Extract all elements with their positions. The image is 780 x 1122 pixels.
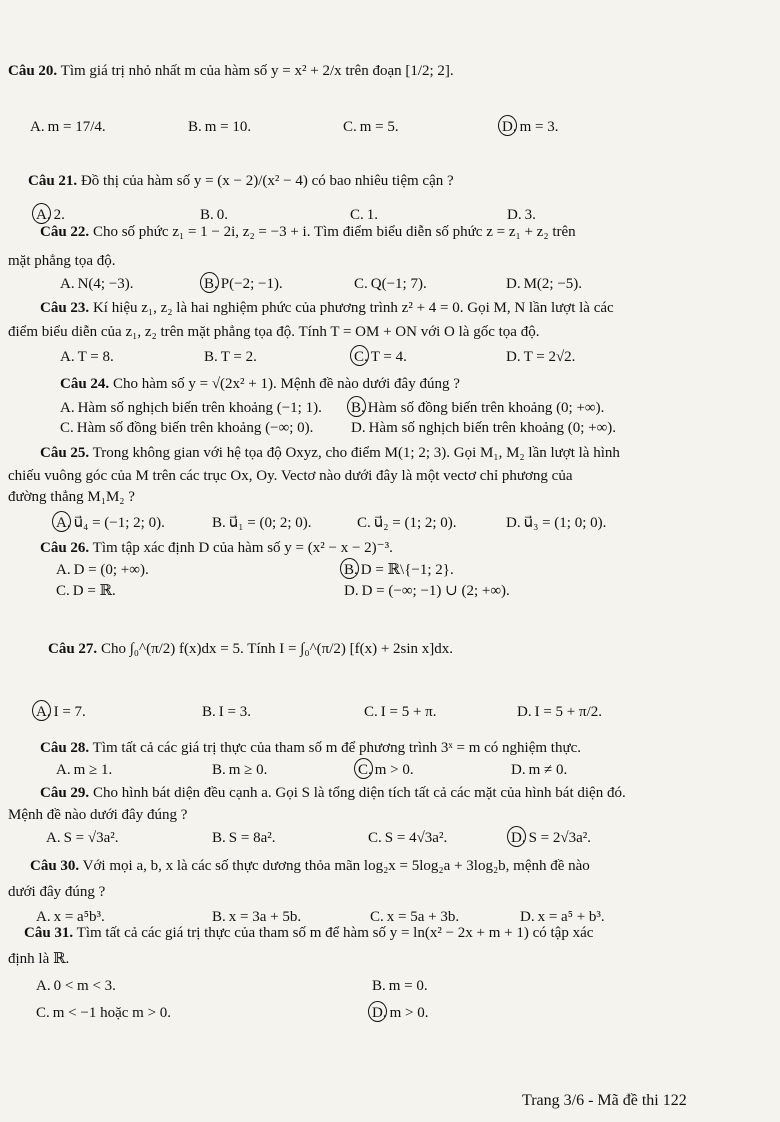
answer-letter: C. bbox=[60, 420, 74, 436]
circled-answer-letter: C. bbox=[358, 762, 372, 778]
answer-letter: A. bbox=[56, 562, 71, 578]
answer-text: m < −1 hoặc m > 0. bbox=[52, 1005, 172, 1021]
answer-option-a[interactable] bbox=[56, 761, 112, 780]
question-stem-line bbox=[8, 323, 539, 342]
question-stem-text: Tìm tất cả các giá trị thực của tham số m để phương trình 3ˣ = m có nghiệm thực. bbox=[92, 740, 581, 756]
answer-letter: C. bbox=[357, 515, 371, 531]
answer-text: m = 5. bbox=[359, 119, 399, 135]
answer-text: M(2; −5). bbox=[523, 276, 583, 292]
question-stem-line bbox=[8, 467, 573, 486]
answer-text: u⃗₃ = (1; 0; 0). bbox=[523, 515, 607, 531]
answer-option-b[interactable] bbox=[212, 761, 267, 780]
answer-option-b[interactable] bbox=[344, 561, 454, 580]
answer-letter: B. bbox=[212, 762, 226, 778]
answer-letter: B. bbox=[202, 704, 216, 720]
answer-letter: C. bbox=[350, 207, 364, 223]
answer-option-c[interactable] bbox=[364, 703, 437, 722]
question-stem-line bbox=[40, 444, 620, 463]
answer-option-a[interactable] bbox=[36, 703, 86, 722]
question-label: Câu 28. bbox=[40, 740, 90, 756]
answer-text: Hàm số đồng biến trên khoảng (0; +∞). bbox=[367, 400, 605, 416]
answer-option-b[interactable] bbox=[204, 275, 283, 294]
answer-letter: B. bbox=[204, 349, 218, 365]
question-label: Câu 26. bbox=[40, 540, 90, 556]
answer-letter: A. bbox=[60, 276, 75, 292]
answer-option-c[interactable] bbox=[56, 582, 116, 601]
answer-text: I = 5 + π. bbox=[380, 704, 437, 720]
answer-text: 0. bbox=[216, 207, 229, 223]
answer-option-b[interactable] bbox=[202, 703, 251, 722]
question-stem-line bbox=[40, 539, 393, 558]
answer-text: 3. bbox=[524, 207, 536, 223]
question-stem-line bbox=[48, 640, 453, 659]
answer-option-d[interactable] bbox=[511, 829, 591, 848]
question-stem-text: Tìm tập xác định D của hàm số y = (x² − x − 2)⁻³. bbox=[92, 540, 393, 556]
circled-answer-letter: C. bbox=[354, 349, 368, 365]
question-label: Câu 24. bbox=[60, 376, 110, 392]
answer-text: 0 < m < 3. bbox=[53, 978, 116, 994]
answer-text: 2. bbox=[53, 207, 65, 223]
answer-option-d[interactable] bbox=[372, 1004, 428, 1023]
question-stem-text: dưới đây đúng ? bbox=[8, 884, 106, 900]
answer-option-d[interactable] bbox=[502, 118, 558, 137]
answer-letter: D. bbox=[511, 762, 526, 778]
answer-text: P(−2; −1). bbox=[220, 276, 283, 292]
answer-text: N(4; −3). bbox=[77, 276, 134, 292]
question-stem-line bbox=[8, 62, 454, 81]
answer-letter: A. bbox=[36, 909, 51, 925]
answer-letter: D. bbox=[344, 583, 359, 599]
question-stem-text: Tìm tất cả các giá trị thực của tham số m để hàm số y = ln(x² − 2x + m + 1) có tập xác bbox=[76, 925, 594, 941]
question-stem-text: Đồ thị của hàm số y = (x − 2)/(x² − 4) có bao nhiêu tiệm cận ? bbox=[80, 173, 454, 189]
answer-text: D = ℝ\{−1; 2}. bbox=[360, 562, 454, 578]
answer-letter: D. bbox=[506, 515, 521, 531]
answer-text: S = 2√3a². bbox=[528, 830, 592, 846]
question-stem-line bbox=[24, 924, 593, 943]
question-stem-line bbox=[8, 950, 69, 969]
answer-letter: D. bbox=[517, 704, 532, 720]
circled-answer-letter: A. bbox=[56, 515, 71, 531]
answer-option-d[interactable] bbox=[517, 703, 602, 722]
answer-text: m ≥ 0. bbox=[228, 762, 268, 778]
answer-text: I = 7. bbox=[53, 704, 86, 720]
question-stem-text: Cho số phức z₁ = 1 − 2i, z₂ = −3 + i. Tìm điểm biểu diễn số phức z = z₁ + z₂ trên bbox=[92, 224, 576, 240]
answer-text: I = 5 + π/2. bbox=[534, 704, 602, 720]
answer-letter: A. bbox=[46, 830, 61, 846]
question-stem-text: Cho ∫₀^(π/2) f(x)dx = 5. Tính I = ∫₀^(π/2) [f(x) + 2sin x]dx. bbox=[100, 641, 454, 657]
answer-option-b[interactable] bbox=[188, 118, 251, 137]
question-label: Câu 31. bbox=[24, 925, 74, 941]
answer-text: m = 10. bbox=[204, 119, 252, 135]
answer-letter: A. bbox=[30, 119, 45, 135]
question-stem-text: chiếu vuông góc của M trên các trục Ox, Oy. Vectơ nào dưới đây là một vectơ chỉ phương của bbox=[8, 468, 573, 484]
question-stem-line bbox=[60, 375, 460, 394]
answer-text: 1. bbox=[366, 207, 379, 223]
question-stem-line bbox=[40, 739, 581, 758]
answer-option-d[interactable] bbox=[506, 348, 575, 367]
answer-option-c[interactable] bbox=[60, 419, 313, 438]
answer-option-d[interactable] bbox=[511, 761, 567, 780]
answer-text: T = 8. bbox=[77, 349, 114, 365]
answer-text: m ≠ 0. bbox=[528, 762, 568, 778]
answer-option-c[interactable] bbox=[354, 348, 407, 367]
answer-letter: B. bbox=[372, 978, 386, 994]
circled-answer-letter: B. bbox=[204, 276, 218, 292]
answer-option-c[interactable] bbox=[343, 118, 399, 137]
answer-option-b[interactable] bbox=[351, 399, 604, 418]
answer-text: Q(−1; 7). bbox=[370, 276, 427, 292]
answer-letter: C. bbox=[56, 583, 70, 599]
question-stem-text: Tìm giá trị nhỏ nhất m của hàm số y = x² + 2/x trên đoạn [1/2; 2]. bbox=[60, 63, 454, 79]
answer-text: S = √3a². bbox=[63, 830, 119, 846]
answer-option-a[interactable] bbox=[56, 561, 149, 580]
question-stem-line bbox=[8, 806, 187, 825]
question-stem-line bbox=[40, 784, 626, 803]
question-stem-line bbox=[40, 299, 614, 318]
question-stem-text: Mệnh đề nào dưới đây đúng ? bbox=[8, 807, 188, 823]
answer-letter: B. bbox=[212, 515, 226, 531]
answer-letter: C. bbox=[354, 276, 368, 292]
answer-option-a[interactable] bbox=[30, 118, 106, 137]
answer-option-c[interactable] bbox=[354, 275, 427, 294]
answer-letter: D. bbox=[520, 909, 535, 925]
question-label: Câu 22. bbox=[40, 224, 90, 240]
question-stem-line bbox=[8, 252, 115, 271]
answer-letter: C. bbox=[370, 909, 384, 925]
answer-option-d[interactable] bbox=[344, 582, 510, 601]
answer-letter: B. bbox=[212, 909, 226, 925]
answer-text: x = 5a + 3b. bbox=[386, 909, 460, 925]
question-stem-line bbox=[28, 172, 454, 191]
answer-text: x = 3a + 5b. bbox=[228, 909, 302, 925]
answer-text: x = a⁵ + b³. bbox=[537, 909, 605, 925]
answer-letter: C. bbox=[36, 1005, 50, 1021]
answer-text: x = a⁵b³. bbox=[53, 909, 105, 925]
question-stem-text: Cho hình bát diện đều cạnh a. Gọi S là tổng diện tích tất cả các mặt của hình bát diện đó. bbox=[92, 785, 626, 801]
answer-letter: B. bbox=[188, 119, 202, 135]
answer-letter: D. bbox=[506, 349, 521, 365]
question-label: Câu 27. bbox=[48, 641, 98, 657]
question-stem-text: điểm biểu diễn của z₁, z₂ trên mặt phẳng tọa độ. Tính T = OM + ON với O là gốc tọa độ. bbox=[8, 324, 540, 340]
answer-option-c[interactable] bbox=[36, 1004, 171, 1023]
answer-option-d[interactable] bbox=[506, 275, 582, 294]
answer-text: Hàm số đồng biến trên khoảng (−∞; 0). bbox=[76, 420, 314, 436]
answer-option-a[interactable] bbox=[60, 399, 322, 418]
answer-text: D = (−∞; −1) ∪ (2; +∞). bbox=[361, 583, 510, 599]
answer-option-b[interactable] bbox=[212, 514, 312, 533]
circled-answer-letter: D. bbox=[511, 830, 526, 846]
answer-option-c[interactable] bbox=[358, 761, 414, 780]
answer-text: T = 4. bbox=[370, 349, 407, 365]
circled-answer-letter: B. bbox=[344, 562, 358, 578]
answer-option-a[interactable] bbox=[60, 275, 134, 294]
answer-letter: A. bbox=[36, 978, 51, 994]
answer-letter: D. bbox=[351, 420, 366, 436]
answer-option-c[interactable] bbox=[357, 514, 457, 533]
question-stem-line bbox=[8, 883, 105, 902]
answer-text: T = 2√2. bbox=[523, 349, 576, 365]
question-stem-text: Kí hiệu z₁, z₂ là hai nghiệm phức của phương trình z² + 4 = 0. Gọi M, N lần lượt là các bbox=[92, 300, 614, 316]
answer-option-b[interactable] bbox=[204, 348, 257, 367]
question-stem-text: mặt phẳng tọa độ. bbox=[8, 253, 116, 269]
answer-text: I = 3. bbox=[218, 704, 251, 720]
answer-text: m > 0. bbox=[389, 1005, 429, 1021]
circled-answer-letter: D. bbox=[372, 1005, 387, 1021]
answer-letter: D. bbox=[506, 276, 521, 292]
answer-text: Hàm số nghịch biến trên khoảng (0; +∞). bbox=[368, 420, 617, 436]
answer-letter: B. bbox=[212, 830, 226, 846]
answer-text: m = 17/4. bbox=[47, 119, 106, 135]
circled-answer-letter: A. bbox=[36, 207, 51, 223]
answer-text: m = 3. bbox=[519, 119, 559, 135]
circled-answer-letter: A. bbox=[36, 704, 51, 720]
answer-option-a[interactable] bbox=[60, 348, 114, 367]
answer-option-b[interactable] bbox=[212, 829, 275, 848]
answer-letter: A. bbox=[56, 762, 71, 778]
answer-letter: B. bbox=[200, 207, 214, 223]
answer-option-a[interactable] bbox=[46, 829, 119, 848]
answer-letter: A. bbox=[60, 400, 75, 416]
question-stem-line bbox=[40, 223, 576, 242]
question-stem-text: Cho hàm số y = √(2x² + 1). Mệnh đề nào dưới đây đúng ? bbox=[112, 376, 460, 392]
answer-text: Hàm số nghịch biến trên khoảng (−1; 1). bbox=[77, 400, 322, 416]
answer-text: u⃗₄ = (−1; 2; 0). bbox=[73, 515, 165, 531]
answer-letter: C. bbox=[364, 704, 378, 720]
question-label: Câu 21. bbox=[28, 173, 78, 189]
answer-letter: A. bbox=[60, 349, 75, 365]
question-label: Câu 23. bbox=[40, 300, 90, 316]
question-label: Câu 25. bbox=[40, 445, 90, 461]
answer-option-c[interactable] bbox=[368, 829, 447, 848]
answer-option-d[interactable] bbox=[351, 419, 616, 438]
answer-text: D = ℝ. bbox=[72, 583, 116, 599]
answer-option-b[interactable] bbox=[372, 977, 428, 996]
answer-text: m > 0. bbox=[374, 762, 414, 778]
answer-option-d[interactable] bbox=[506, 514, 606, 533]
question-stem-text: đường thẳng M₁M₂ ? bbox=[8, 489, 135, 505]
question-stem-text: Với mọi a, b, x là các số thực dương thỏa mãn log₂x = 5log₂a + 3log₂b, mệnh đề nào bbox=[82, 858, 590, 874]
question-stem-text: định là ℝ. bbox=[8, 951, 70, 967]
answer-text: S = 4√3a². bbox=[384, 830, 448, 846]
answer-option-a[interactable] bbox=[56, 514, 165, 533]
page-footer: Trang 3/6 - Mã đề thi 122 bbox=[522, 1092, 687, 1109]
answer-text: m ≥ 1. bbox=[73, 762, 113, 778]
answer-text: u⃗₂ = (1; 2; 0). bbox=[373, 515, 457, 531]
answer-text: D = (0; +∞). bbox=[73, 562, 149, 578]
answer-text: u⃗₁ = (0; 2; 0). bbox=[228, 515, 312, 531]
question-stem-line bbox=[8, 488, 135, 507]
answer-text: m = 0. bbox=[388, 978, 428, 994]
answer-option-a[interactable] bbox=[36, 977, 116, 996]
circled-answer-letter: D. bbox=[502, 119, 517, 135]
answer-text: T = 2. bbox=[220, 349, 257, 365]
question-label: Câu 20. bbox=[8, 63, 58, 79]
answer-letter: D. bbox=[507, 207, 522, 223]
question-stem-line bbox=[30, 857, 590, 876]
question-label: Câu 29. bbox=[40, 785, 90, 801]
answer-text: S = 8a². bbox=[228, 830, 276, 846]
question-label: Câu 30. bbox=[30, 858, 80, 874]
answer-letter: C. bbox=[343, 119, 357, 135]
circled-answer-letter: B. bbox=[351, 400, 365, 416]
answer-letter: C. bbox=[368, 830, 382, 846]
question-stem-text: Trong không gian với hệ tọa độ Oxyz, cho điểm M(1; 2; 3). Gọi M₁, M₂ lần lượt là hình bbox=[92, 445, 620, 461]
